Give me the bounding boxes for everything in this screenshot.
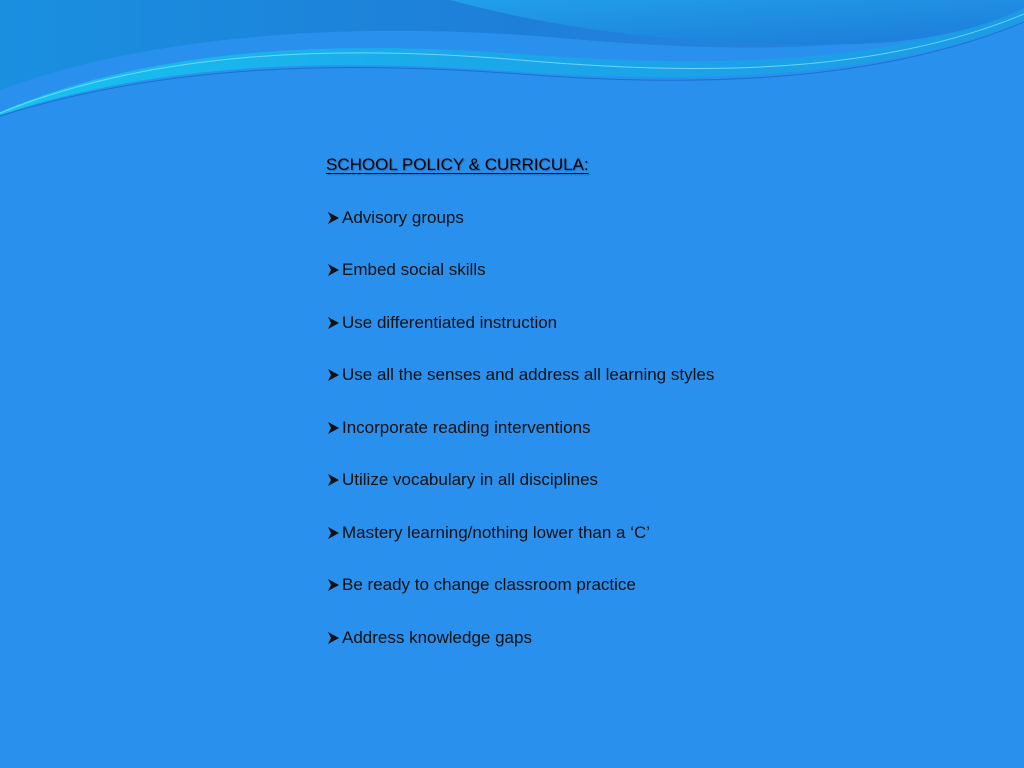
list-item	[326, 625, 926, 651]
bullet-text: Incorporate reading interventions	[342, 417, 591, 437]
content-block	[326, 152, 926, 651]
bullet-text: Use differentiated instruction	[342, 312, 558, 332]
arrow-bullet-icon	[326, 368, 341, 382]
list-item	[326, 415, 926, 441]
list-item	[326, 362, 926, 388]
arrow-bullet-icon	[326, 316, 341, 330]
bullet-list	[326, 205, 926, 651]
list-item	[326, 205, 926, 231]
bullet-text: Embed social skills	[342, 260, 486, 279]
list-item	[326, 572, 926, 598]
list-item	[326, 520, 926, 546]
arrow-bullet-icon	[326, 421, 341, 435]
bullet-text: Utilize vocabulary in all disciplines	[342, 470, 599, 489]
list-item	[326, 310, 926, 336]
list-item	[326, 257, 926, 283]
bullet-text: Address knowledge gaps	[342, 627, 532, 647]
arrow-bullet-icon	[326, 263, 341, 277]
arrow-bullet-icon	[326, 526, 341, 540]
header-wave-decoration	[0, 0, 1024, 130]
arrow-bullet-icon	[326, 578, 341, 592]
bullet-text: Advisory groups	[342, 207, 464, 227]
bullet-text: Be ready to change classroom practice	[342, 575, 636, 594]
bullet-text: Use all the senses and address all learning styles	[342, 365, 715, 384]
arrow-bullet-icon	[326, 211, 341, 225]
slide-title: SCHOOL POLICY & CURRICULA:	[326, 155, 589, 174]
bullet-text: Mastery learning/nothing lower than a ‘C’	[342, 522, 651, 542]
arrow-bullet-icon	[326, 631, 341, 645]
list-item	[326, 467, 926, 493]
arrow-bullet-icon	[326, 473, 341, 487]
